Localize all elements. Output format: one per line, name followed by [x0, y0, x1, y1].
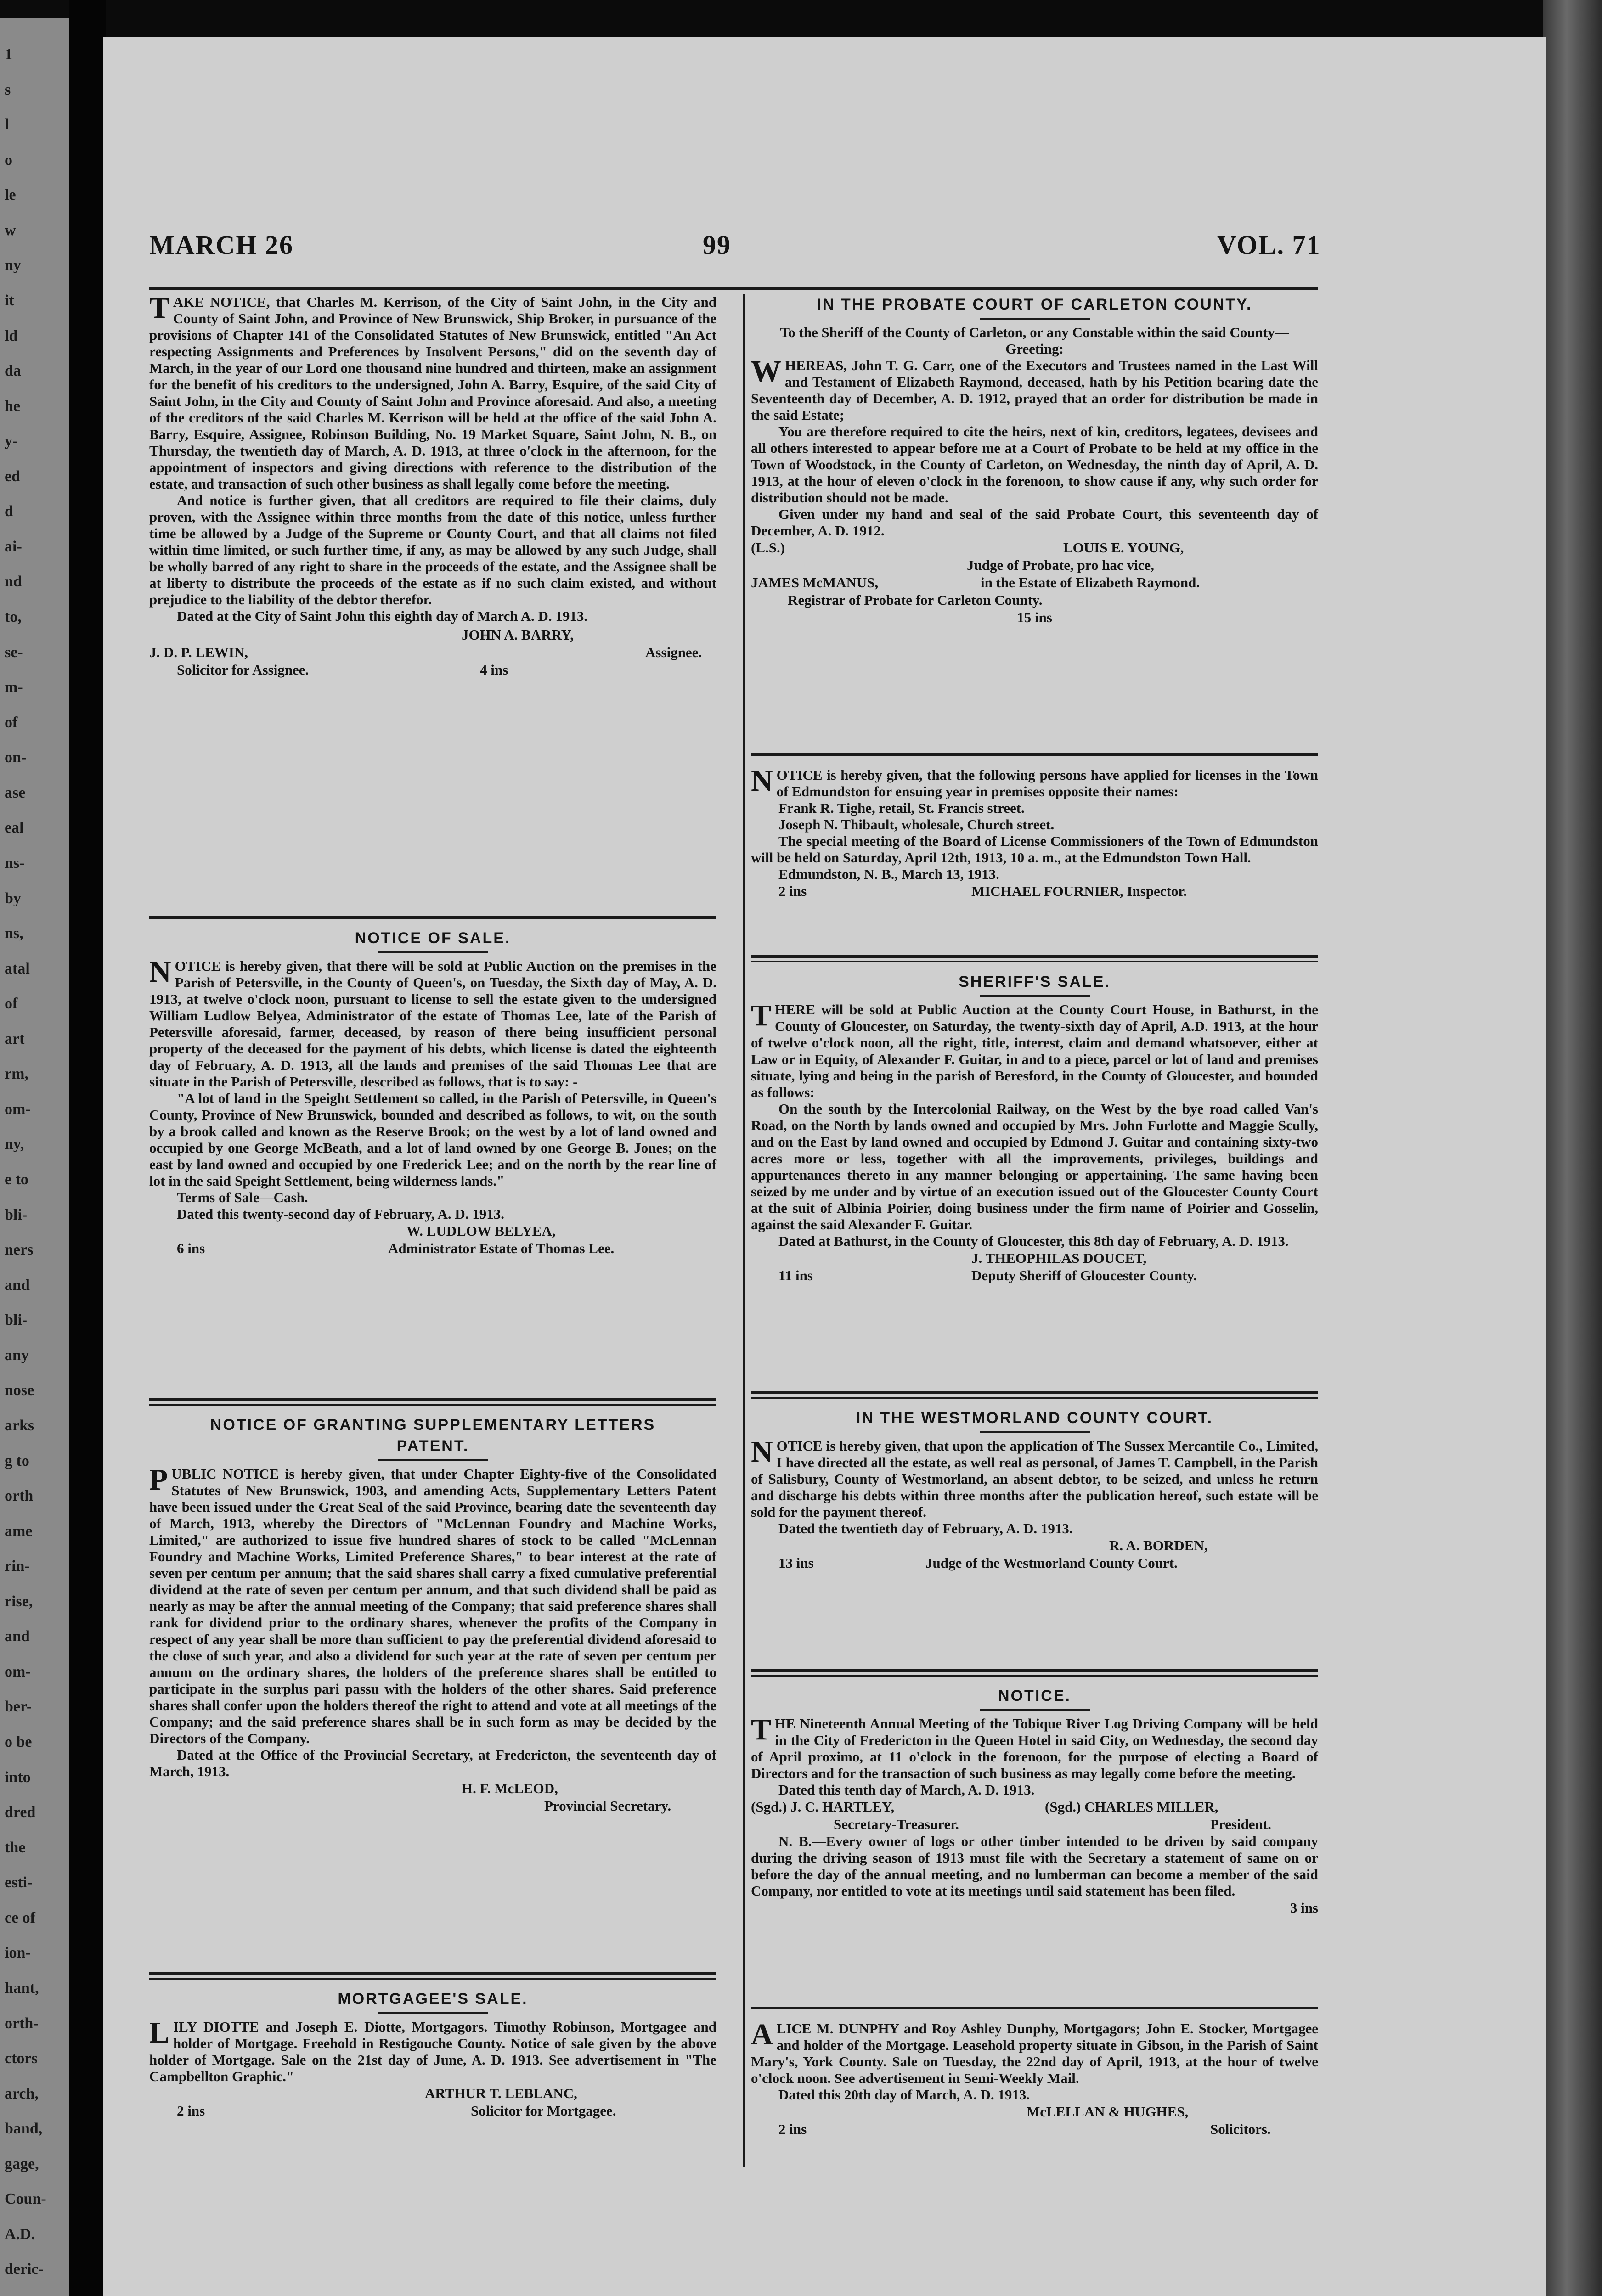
notice-body: OTICE is hereby given, that the following persons have applied for licenses in the Town of Edmundston for ensuing year in premises opposite their names:: [776, 767, 1318, 799]
section-rule: [149, 1398, 716, 1401]
adjacent-page-fragment: ion-: [5, 1944, 31, 1962]
page-date: MARCH 26: [149, 230, 294, 260]
adjacent-page-fragment: Coun-: [5, 2190, 46, 2208]
section-rule: [149, 916, 716, 919]
adjacent-page-fragment: da: [5, 362, 21, 380]
dropcap: T: [149, 291, 170, 325]
signer-title: Administrator Estate of Thomas Lee.: [388, 1240, 615, 1256]
seal-mark: (L.S.): [751, 540, 785, 556]
notice-body: LICE M. DUNPHY and Roy Ashley Dunphy, Mortgagors; John E. Stocker, Mortgagee and holder of the Mortgage. Leasehold property situate in Gibson, in the Parish of Saint Mary's, York County. Sale on Tuesday, the 22nd day of April, 1913, at the hour of twelve o'clock noon. See advertisement in Semi-Weekly Mail.: [751, 2020, 1318, 2086]
property-description: "A lot of land in the Speight Settlement so called, in the Parish of Petersville, in Queen's County, Province of New Brunswick, bounded and described as follows, to wit, on the south by a brook called and known as the Reserve Brook; on the west by a lot of land owned and occupied by one George McBeath, and a lot of land owned by one George B. Jones; on the east by land owned and occupied by one Frederick Lee; and on the north by the rear line of lot in the said Speight Settlement, being wilderness lands.": [149, 1090, 716, 1189]
nota-bene: N. B.—Every owner of logs or other timber intended to be driven by said company during the driving season of 1913 must file with the Secretary a statement of same on or before the day of the annual meeting, and no lumberman can become a member of the said Company, nor entitled to vote at its meetings until said statement has been filed.: [751, 1833, 1318, 1899]
adjacent-page-fragment: m-: [5, 679, 23, 696]
dropcap: L: [149, 2016, 170, 2049]
dated-line: Dated this twenty-second day of February, A. D. 1913.: [177, 1206, 504, 1222]
notice-title: IN THE PROBATE COURT OF CARLETON COUNTY.: [817, 296, 1252, 313]
adjacent-page-fragment: atal: [5, 960, 30, 977]
section-rule: [751, 1675, 1318, 1677]
registrar-name: JAMES McMANUS,: [751, 574, 879, 591]
notice-body: HEREAS, John T. G. Carr, one of the Executors and Trustees named in the Last Will and Testament of Elizabeth Raymond, deceased, hath by his Petition bearing date the Seventeenth day of December, A. D. 1912, prayed that an order for distribution be made in the said Estate;: [751, 357, 1318, 423]
header-rule: [149, 287, 1318, 290]
license-applicant: Frank R. Tighe, retail, St. Francis street.: [778, 800, 1025, 816]
dropcap: N: [751, 764, 773, 798]
adjacent-page-fragment: the: [5, 1839, 26, 1856]
adjacent-page-fragment: and: [5, 1276, 30, 1294]
registrar-title: Registrar of Probate for Carleton County.: [788, 592, 1043, 608]
book-gutter: [69, 0, 106, 2296]
adjacent-page-fragment: arks: [5, 1417, 34, 1434]
title-rule: [980, 1709, 1090, 1711]
insertions: 6 ins: [177, 1240, 205, 1256]
signer-title: Solicitor for Mortgagee.: [471, 2103, 616, 2119]
notice-paragraph: On the south by the Intercolonial Railway, on the West by the bye road called Van's Road, on the North by lands owned and occupied by Mrs. John Furlotte and Maggie Scully, and on the East by land owned and occupied by Edmond J. Guitar and containing sixty-two acres more or less, together with all the improvements, privileges, buildings and appurtenances thereto in any manner belonging or appertaining. The same having been seized by me under and by virtue of an execution issued out of the Gloucester County Court at the suit of Albinia Poirier, doing business under the firm name of Poirier and Gosselin, against the said Alexander F. Guitar.: [751, 1101, 1318, 1232]
signer-title: Deputy Sheriff of Gloucester County.: [971, 1267, 1197, 1283]
adjacent-page-fragment: by: [5, 889, 21, 907]
adjacent-page-fragment: nose: [5, 1382, 34, 1399]
adjacent-page-fragment: of: [5, 714, 18, 731]
adjacent-page-fragment: gage,: [5, 2155, 39, 2172]
adjacent-page-fragment: nd: [5, 573, 22, 591]
title-rule: [378, 1459, 488, 1461]
adjacent-page-strip: [0, 18, 69, 2296]
adjacent-page-fragment: eal: [5, 819, 24, 837]
adjacent-page-fragment: o: [5, 151, 12, 169]
solicitor-title: Solicitor for Assignee.: [177, 662, 309, 678]
notice-body: AKE NOTICE, that Charles M. Kerrison, of the City of Saint John, in the City and County of Saint John, and Province of New Brunswick, Ship Broker, in pursuance of the provisions of Chapter 141 of the Consolidated Statutes of New Brunswick, entitled "An Act respecting Assignments and Preferences by Insolvent Persons," did on the seventh day of March, in the year of our Lord one thousand nine hundred and thirteen, make an assignment for the benefit of his creditors to the undersigned, John A. Barry, Esquire, of the said City of Saint John, in the City and County of Saint John and Province aforesaid. And also, a meeting of the creditors of the said Charles M. Kerrison will be held at the office of the said John A. Barry, Esquire, Assignee, Robinson Building, No. 19 Market Square, Saint John, N. B., on Thursday, the twentieth day of March, A. D. 1913, at three o'clock in the afternoon, for the appointment of inspectors and giving directions with reference to the distribution of the estate, and transaction of such other business as shall legally come before the meeting.: [149, 294, 716, 492]
adjacent-page-fragment: orth-: [5, 2015, 39, 2032]
notice-of-sale: [149, 928, 716, 1257]
adjacent-page-fragment: w: [5, 221, 16, 239]
president-title: President.: [1210, 1816, 1271, 1832]
title-rule: [378, 2012, 488, 2014]
adjacent-page-fragment: ns,: [5, 925, 23, 942]
adjacent-page-fragment: om-: [5, 1663, 31, 1680]
dunphy-mortgage-notice: [751, 2020, 1318, 2138]
signer: J. THEOPHILAS DOUCET,: [971, 1250, 1147, 1266]
adjacent-page-fragment: ed: [5, 467, 20, 485]
adjacent-page-fragment: any: [5, 1346, 29, 1364]
insertions: 11 ins: [778, 1267, 813, 1283]
adjacent-page-fragment: ase: [5, 784, 26, 801]
adjacent-page-fragment: rise,: [5, 1593, 33, 1610]
section-rule: [751, 2007, 1318, 2009]
title-rule: [378, 951, 488, 953]
license-applicant: Joseph N. Thibault, wholesale, Church street.: [778, 816, 1055, 833]
dropcap: N: [149, 955, 171, 989]
adjacent-page-fragment: ber-: [5, 1698, 32, 1716]
salutation: To the Sheriff of the County of Carleton, or any Constable within the said County—Greeting:: [780, 324, 1289, 357]
adjacent-page-fragment: ctors: [5, 2050, 38, 2067]
adjacent-page-fragment: A.D.: [5, 2225, 35, 2243]
adjacent-page-fragment: arch,: [5, 2085, 39, 2102]
judge-name: LOUIS E. YOUNG,: [1063, 540, 1184, 556]
adjacent-page-fragment: ners: [5, 1241, 34, 1259]
dropcap: W: [751, 355, 781, 388]
tobique-meeting-notice: [751, 1685, 1318, 1917]
notice-title: NOTICE OF GRANTING SUPPLEMENTARY LETTERS PATENT.: [210, 1416, 656, 1455]
adjacent-page-fragment: esti-: [5, 1874, 33, 1891]
adjacent-page-fragment: band,: [5, 2120, 43, 2138]
adjacent-page-fragment: ce of: [5, 1909, 36, 1926]
adjacent-page-fragment: ny,: [5, 1136, 24, 1153]
adjacent-page-fragment: ld: [5, 327, 18, 344]
mortgagee-sale-notice: [149, 1988, 716, 2120]
column-divider: [743, 294, 745, 2167]
section-rule: [751, 1397, 1318, 1399]
adjacent-page-fragment: ny: [5, 257, 21, 274]
adjacent-page-fragment: it: [5, 292, 14, 309]
adjacent-page-fragment: and: [5, 1628, 30, 1645]
dated-line: Dated at the Office of the Provincial Secretary, at Fredericton, the seventeenth day of March, 1913.: [149, 1747, 716, 1779]
probate-court-notice: [751, 294, 1318, 626]
notice-body: HE Nineteenth Annual Meeting of the Tobique River Log Driving Company will be held in the City of Fredericton in the Queen Hotel in said City, on Wednesday, the second day of April proximo, at 11 o'clock in the forenoon, for the purpose of electing a Board of Directors and for the transaction of such business as may legally come before the meeting.: [751, 1716, 1318, 1781]
dated-line: Dated at Bathurst, in the County of Gloucester, this 8th day of February, A. D. 1913.: [778, 1233, 1289, 1249]
adjacent-page-fragment: to,: [5, 608, 22, 625]
notice-title: IN THE WESTMORLAND COUNTY COURT.: [856, 1409, 1213, 1427]
insertions: 4 ins: [480, 662, 508, 678]
adjacent-page-fragment: le: [5, 186, 16, 204]
insertions: 2 ins: [177, 2103, 205, 2119]
volume-number: VOL. 71: [1217, 230, 1321, 260]
given-line: Given under my hand and seal of the said Probate Court, this seventeenth day of December, A. D. 1912.: [751, 506, 1318, 539]
signer: McLELLAN & HUGHES,: [1027, 2104, 1189, 2120]
solicitor: J. D. P. LEWIN,: [149, 644, 248, 660]
dated-line: Dated the twentieth day of February, A. D. 1913.: [778, 1520, 1073, 1536]
notice-title: SHERIFF'S SALE.: [959, 973, 1111, 990]
title-rule: [980, 318, 1090, 320]
section-rule: [751, 961, 1318, 962]
terms-line: Terms of Sale—Cash.: [177, 1189, 308, 1205]
adjacent-page-fragment: ame: [5, 1522, 33, 1540]
adjacent-page-fragment: hant,: [5, 1979, 39, 1997]
adjacent-page-fragment: bli-: [5, 1206, 28, 1223]
section-rule: [149, 1978, 716, 1980]
notice-body: UBLIC NOTICE is hereby given, that under Chapter Eighty-five of the Consolidated Statutes of New Brunswick, 1903, and amending Acts, Supplementary Letters Patent have been issued under the Great Seal of the said Province, bearing date the seventeenth day of March, 1913, whereby the Directors of "McLennan Foundry and Machine Works, Limited," are authorized to issue five hundred shares of stock to be called "McLennan Foundry and Machine Works, Limited Preference Shares," to bear interest at the rate of seven per centum per annum; that the said shares shall carry a fixed cumulative preferential dividend at the rate of seven per centum per annum, and that such dividend shall be paid as nearly as may be after the annual meeting of the Company; that said preference shares shall rank for dividend prior to the ordinary shares, whenever the profits of the Company in respect of any year shall be more than sufficient to pay the preferential dividend aforesaid to the close of such year, and also a dividend for such year at the rate of seven per centum per annum on the ordinary shares, the holders of the preference shares shall be entitled to participate in the surplus pari passu with the holders of the other shares. Said preference shares shall confer upon the holders thereof the right to attend and vote at all meetings of the Company; and the said preference shares shall be in such form as may be decided by the Directors of the Company.: [149, 1466, 716, 1746]
insertions: 2 ins: [778, 2121, 807, 2137]
adjacent-page-fragment: dred: [5, 1804, 36, 1821]
adjacent-page-fragment: ns-: [5, 854, 25, 872]
dated-line: Dated this tenth day of March, A. D. 1913.: [778, 1782, 1035, 1798]
dropcap: A: [751, 2018, 773, 2051]
dated-line: Edmundston, N. B., March 13, 1913.: [778, 866, 999, 882]
section-rule: [751, 955, 1318, 958]
signer-title: Judge of the Westmorland County Court.: [925, 1555, 1178, 1571]
adjacent-page-fragment: bli-: [5, 1311, 28, 1329]
notice-body: ILY DIOTTE and Joseph E. Diotte, Mortgagors. Timothy Robinson, Mortgagee and holder of Mortgage. Freehold in Restigouche County. Notice of sale given by the above holder of Mortgage. Sale on the 21st day of June, A. D. 1913. See advertisement in "The Campbellton Graphic.": [149, 2019, 716, 2084]
section-rule: [751, 1669, 1318, 1672]
signer: H. F. McLEOD,: [462, 1780, 558, 1796]
notice-body: HERE will be sold at Public Auction at the County Court House, in Bathurst, in the County of Gloucester, on Saturday, the twenty-sixth day of April, A.D. 1913, at the hour of twelve o'clock noon, all the right, title, interest, claim and demand whatsoever, either at Law or in Equity, of Alexander F. Guitar, in and to a piece, parcel or lot of land and premises situate, lying and being in the parish of Beresford, in the County of Gloucester, and bounded as follows:: [751, 1002, 1318, 1100]
adjacent-page-fragment: d: [5, 503, 13, 520]
adjacent-page-fragment: of: [5, 995, 18, 1013]
signer: R. A. BORDEN,: [1109, 1537, 1208, 1553]
insertions: 2 ins: [778, 883, 807, 899]
dropcap: N: [751, 1435, 773, 1469]
dropcap: T: [751, 999, 772, 1032]
page-edge: [1543, 0, 1602, 2296]
adjacent-page-fragment: ai-: [5, 538, 22, 555]
adjacent-page-fragment: s: [5, 81, 11, 98]
adjacent-page-fragment: om-: [5, 1100, 31, 1118]
secretary-signer: (Sgd.) J. C. HARTLEY,: [751, 1799, 895, 1815]
president-signer: (Sgd.) CHARLES MILLER,: [1045, 1799, 1218, 1815]
dated-line: Dated this 20th day of March, A. D. 1913.: [778, 2087, 1030, 2103]
adjacent-page-fragment: on-: [5, 749, 27, 766]
adjacent-page-fragment: 1: [5, 46, 12, 63]
dated-line: Dated at the City of Saint John this eighth day of March A. D. 1913.: [177, 608, 588, 624]
estate-line: in the Estate of Elizabeth Raymond.: [981, 574, 1200, 591]
notice-body: OTICE is hereby given, that there will be sold at Public Auction on the premises in the Parish of Petersville, in the County of Queen's, on Tuesday, the Sixth day of May, A. D. 1913, at twelve o'clock noon, pursuant to license to sell the estate given to the undersigned William Ludlow Belyea, Administrator of the estate of Thomas Lee, late of the Parish of Petersville aforesaid, farmer, deceased, by reason of there being insufficient personal property of the deceased for the payment of his debts, which license is dated the eighteenth day of February, A. D. 1913, all the lands and premises of the said Thomas Lee that are situate in the Parish of Petersville, described as follows, that is to say: -: [149, 958, 716, 1090]
adjacent-page-fragment: e to: [5, 1171, 28, 1188]
signer: W. LUDLOW BELYEA,: [406, 1223, 556, 1239]
adjacent-page-fragment: g to: [5, 1452, 29, 1469]
adjacent-page-fragment: l: [5, 116, 9, 134]
meeting-line: The special meeting of the Board of License Commissioners of the Town of Edmundston will be held on Saturday, April 12th, 1913, 10 a. m., at the Edmundston Town Hall.: [751, 833, 1318, 866]
notice-paragraph: You are therefore required to cite the heirs, next of kin, creditors, legatees, devisees and all others interested to appear before me at a Court of Probate to be held at my office in the Town of Woodstock, in the County of Carleton, on Wednesday, the ninth day of April, A. D. 1913, at the hour of eleven o'clock in the forenoon, to show cause if any, why such order for distribution should not be made.: [751, 423, 1318, 506]
letters-patent-notice: [149, 1414, 716, 1815]
title-rule: [980, 1431, 1090, 1433]
section-rule: [149, 1972, 716, 1975]
dropcap: T: [751, 1713, 772, 1746]
sheriff-sale-notice: [751, 971, 1318, 1284]
signer-title: Assignee.: [645, 644, 702, 660]
adjacent-page-fragment: into: [5, 1768, 31, 1786]
adjacent-page-fragment: art: [5, 1030, 25, 1047]
notice-title: NOTICE.: [998, 1687, 1071, 1705]
insertions: 3 ins: [1290, 1900, 1318, 1916]
dropcap: P: [149, 1463, 168, 1497]
signer: JOHN A. BARRY,: [462, 627, 574, 643]
kerrison-assignment-notice: [149, 291, 716, 679]
signer-title: Solicitors.: [1210, 2121, 1271, 2137]
notice-body: OTICE is hereby given, that upon the application of The Sussex Mercantile Co., Limited, I have directed all the estate, as well real as personal, of James T. Campbell, in the Parish of Salisbury, County of Westmorland, an absent debtor, to be seized, and unless he return and discharge his debts within three months after the publication hereof, such estate will be sold for the payment thereof.: [751, 1438, 1318, 1520]
notice-title: MORTGAGEE'S SALE.: [338, 1990, 528, 2008]
westmorland-court-notice: [751, 1407, 1318, 1572]
page-number: 99: [703, 230, 731, 260]
gazette-page: [103, 37, 1546, 2296]
adjacent-page-fragment: se-: [5, 643, 23, 661]
license-notice: [751, 764, 1318, 900]
adjacent-page-fragment: orth: [5, 1487, 34, 1505]
insertions: 13 ins: [778, 1555, 814, 1571]
notice-title: NOTICE OF SALE.: [355, 929, 511, 947]
notice-paragraph: And notice is further given, that all creditors are required to file their claims, duly proven, with the Assignee within three months from the date of this notice, unless further time be allowed by a Judge of the Supreme or County Court, and that all claims not filed within time limited, or such further time, if any, as may be allowed by any such Judge, shall be wholly barred of any right to share in the proceeds of the estate, and the Assignee shall be at liberty to distribute the proceeds of the estate as if no such claim existed, and without prejudice to the liability of the debtor therefor.: [149, 492, 716, 608]
adjacent-page-fragment: rm,: [5, 1065, 28, 1083]
section-rule: [751, 1391, 1318, 1394]
adjacent-page-fragment: he: [5, 397, 20, 415]
insertions: 15 ins: [1017, 609, 1052, 625]
adjacent-page-fragment: rin-: [5, 1558, 30, 1575]
adjacent-page-fragment: y-: [5, 433, 18, 450]
signer: MICHAEL FOURNIER, Inspector.: [971, 883, 1187, 899]
adjacent-page-fragment: o be: [5, 1733, 32, 1750]
judge-title: Judge of Probate, pro hac vice,: [967, 557, 1154, 573]
signer: ARTHUR T. LEBLANC,: [425, 2085, 577, 2101]
section-rule: [751, 753, 1318, 756]
adjacent-page-fragment: deric-: [5, 2261, 44, 2278]
section-rule: [149, 1404, 716, 1406]
signer-title: Provincial Secretary.: [544, 1798, 671, 1814]
secretary-title: Secretary-Treasurer.: [834, 1816, 959, 1832]
title-rule: [980, 995, 1090, 997]
